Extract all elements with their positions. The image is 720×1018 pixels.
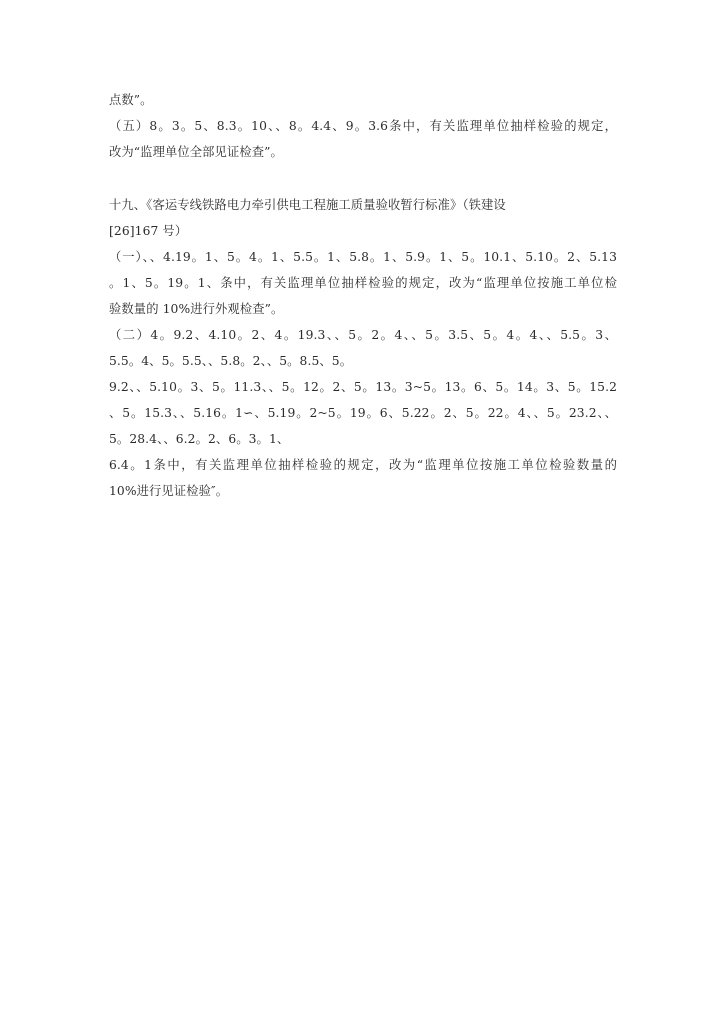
text-line: 6.4。1条中，有关监理单位抽样检验的规定，改为“监理单位按施工单位检验数量的 <box>109 458 617 472</box>
text-line: （一）、、4.19。1、5。4。1、5.5。1、5.8。1、5.9。1、5。10.1、5.10。2、5.13 <box>109 250 617 264</box>
text-line: 改为“监理单位全部见证检查”。 <box>109 145 283 159</box>
paragraph-gap <box>109 165 617 192</box>
text-line: （二）4。9.2、4.10。2、4。19.3、、5。2。4、、5。3.5、5。4。4、、5.5。3、 <box>109 328 617 342</box>
text-line: 10%进行见证检验″。 <box>109 484 229 498</box>
text-line: 点数”。 <box>109 93 153 107</box>
text-line: 。1、5。19。1、条中，有关监理单位抽样检验的规定，改为“监理单位按施工单位检 <box>109 276 617 290</box>
text-line: （五）8。3。5、8.3。10、、8。4.4、9。3.6条中，有关监理单位抽样检验的规定， <box>109 119 617 133</box>
text-line: 9.2、、5.10。3、5。11.3、、5。12。2、5。13。3~5。13。6、5。14。3、5。15.2 <box>109 380 617 394</box>
document-body <box>109 87 617 504</box>
text-line: [26]167 号） <box>109 224 188 238</box>
text-line: 验数量的 10%进行外观检查”。 <box>109 302 284 316</box>
text-line: 、5。15.3、、5.16。1∽、5.19。2~5。19。6、5.22。2、5。22。4、、5。23.2、、 <box>109 406 617 420</box>
section-heading: 十九、《客运专线铁路电力牵引供电工程施工质量验收暂行标准》（铁建设 <box>109 198 506 212</box>
text-line: 5。28.4、、6.2。2、6。3。1、 <box>109 432 290 446</box>
text-line: 5.5。4、5。5.5、、5.8。2、、5。8.5、5。 <box>109 354 353 368</box>
